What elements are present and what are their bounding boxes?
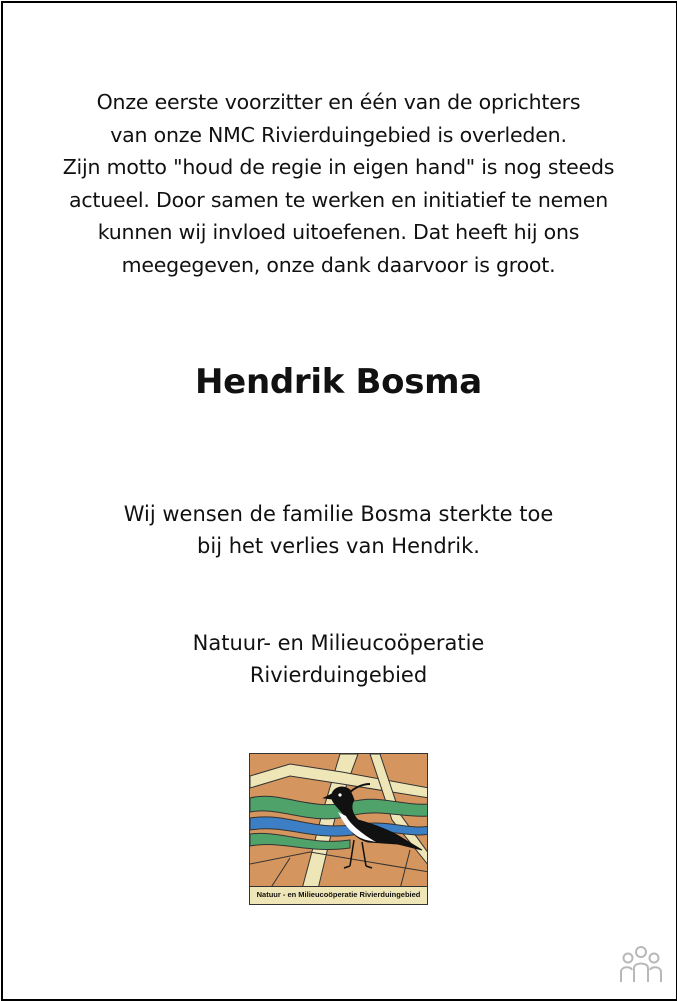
intro-text	[0, 86, 677, 281]
signature-line: Natuur- en Milieucoöperatie	[192, 631, 485, 655]
intro-line: kunnen wij invloed uitoefenen. Dat heeft hij ons	[97, 220, 580, 244]
logo-caption: Natuur - en Milieucoöperatie Rivierduingebied	[250, 886, 427, 904]
intro-line: actueel. Door samen te werken en initiatief te nemen	[68, 187, 609, 212]
condolence-line: bij het verlies van Hendrik.	[197, 534, 480, 558]
intro-line: Zijn motto "houd de regie in eigen hand" is nog steeds	[62, 155, 615, 179]
intro-line: Onze eerste voorzitter en één van de oprichters	[96, 90, 581, 114]
intro-line: van onze NMC Rivierduingebied is overleden.	[110, 122, 567, 147]
people-group-icon	[618, 944, 664, 984]
condolence-line: Wij wensen de familie Bosma sterkte toe	[123, 502, 554, 526]
intro-line: meegegeven, onze dank daarvoor is groot.	[121, 252, 556, 277]
lapwing-bird-icon	[250, 754, 428, 889]
deceased-name: Hendrik Bosma	[195, 362, 482, 402]
organization-signature	[0, 627, 677, 691]
signature-line: Rivierduingebied	[249, 663, 428, 687]
organization-logo	[249, 753, 428, 905]
condolence-text	[0, 498, 677, 562]
